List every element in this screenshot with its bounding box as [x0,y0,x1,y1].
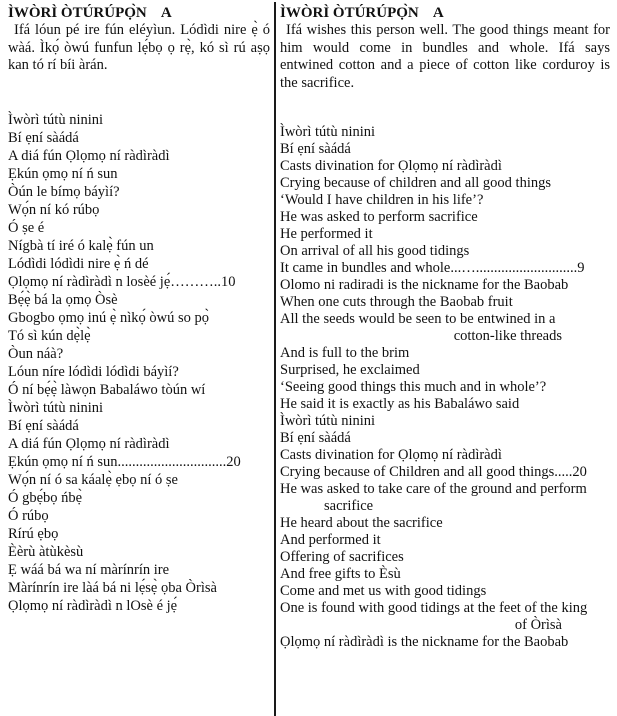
verse-line: Ọlọmọ ní ràdìràdì is the nickname for the Baobab [280,634,569,650]
verse-line: Ẹkún ọmọ ní ń sun..............................20 [8,453,241,470]
verse-line: He said it is exactly as his Babaláwo said [280,396,520,412]
verse-line: Ó gbẹ́bọ ńbẹ̀ [8,489,83,506]
verse-line: Wọ́n ní kó rúbọ [8,201,100,218]
verse-line: All the seeds would be seen to be entwined in a [280,311,556,327]
verse-line: Lódìdi lódìdi nire ẹ̀ ń dé [8,255,149,272]
verse-line: He was asked to take care of the ground and perform [280,481,587,497]
column-divider [274,2,276,716]
verse-line: Ẹ wáá bá wa ní màrínrín ire [8,561,170,578]
verse-line: Ìwòrì tútù ninini [280,124,376,140]
verse-line: Ẹkún ọmọ ní ń sun [8,165,118,182]
yoruba-intro: Ifá lóun pé ire fún eléyìun. Lódìdi nire ẹ̀ ó wàá. Ìkọ́ òwú funfun lẹ́bọ ọ rẹ̀, kó sì rú aṣọ kan tó rí bíi àrán. [8,22,270,73]
verse-line: Bí ẹní sàádá [8,417,79,434]
verse-line-continuation: sacrifice [324,498,374,514]
verse-line: Bí ẹní sàádá [280,430,351,446]
verse-line: Ó rúbọ [8,507,49,524]
verse-line: On arrival of all his good tidings [280,243,470,259]
verse-line: Surprised, he exclaimed [280,362,420,378]
verse-line: And performed it [280,532,381,548]
verse-line: Offering of sacrifices [280,549,404,565]
verse-line: Ó ní bẹ́ẹ̀ làwọn Babaláwo tòún wí [8,381,206,398]
verse-line: Lóun níre lódìdi lódìdi báyìí? [8,363,179,380]
verse-line: Òun náà? [8,345,64,362]
verse-line: Bẹ́ẹ̀ bá la ọmọ Òsè [8,291,118,308]
verse-line: A diá fún Ọlọmọ ní ràdìràdì [8,147,170,164]
verse-line: Ó ṣe é [8,219,45,236]
verse-line: Nígbà tí iré ó kalẹ̀ fún un [8,237,154,254]
verse-line: A diá fún Ọlọmọ ní ràdìràdì [8,435,170,452]
english-verse-list [280,124,610,651]
verse-line: Ọlọmọ ní ràdìràdì n lOsè é jẹ́ [8,597,178,614]
verse-line: Ọlọmọ ní ràdìràdì n losèé jẹ́………..10 [8,273,236,290]
verse-line: He heard about the sacrifice [280,515,443,531]
verse-line: Olomo ni radiradi is the nickname for the Baobab [280,277,569,293]
verse-line: Bí ẹní sàádá [280,141,351,157]
english-intro: Ifá wishes this person well. The good things meant for him would come in bundles and whole. Ifá says entwined cotton and a piece of cotton like corduroy is the sacrifice. [280,22,610,91]
verse-line: Wọ́n ní ó sa káalẹ̀ ẹbọ ní ó ṣe [8,471,178,488]
verse-line: ‘Seeing good things this much and in whole’? [280,379,547,395]
verse-line: Ìwòrì tútù ninini [280,413,376,429]
verse-line-continuation: of Òrìsà [514,617,562,633]
verse-line: Gbogbo ọmọ inú ẹ̀ nìkọ́ òwú so pọ̀ [8,309,209,326]
yoruba-verse-list [8,111,270,615]
verse-line: And is full to the brim [280,345,410,361]
verse-line: Rírú ẹbọ [8,525,59,542]
english-column [280,4,610,651]
verse-line: One is found with good tidings at the feet of the king [280,600,588,616]
verse-line: He was asked to perform sacrifice [280,209,478,225]
verse-line: And free gifts to Èsù [280,566,401,582]
verse-line: Crying because of children and all good things [280,175,552,191]
verse-line: Come and met us with good tidings [280,583,487,599]
verse-line: Casts divination for Ọlọmọ ní ràdìràdì [280,447,502,463]
verse-line: It came in bundles and whole...…............................9 [280,260,585,276]
verse-line: Èèrù àtùkèsù [8,543,84,560]
verse-line: Ìwòrì tútù ninini [8,111,104,128]
verse-line: Màrínrín ire làá bá ni lẹ́sẹ̀ ọba Òrìsà [8,579,217,596]
verse-line: Ìwòrì tútù ninini [8,399,104,416]
verse-line: He performed it [280,226,373,242]
verse-line: When one cuts through the Baobab fruit [280,294,513,310]
english-title: ÌWÒRÌ ÒTÚRÚPỌ̀N A [280,5,444,21]
yoruba-column [8,4,270,615]
verse-line: ‘Would I have children in his life’? [280,192,484,208]
verse-line: Casts divination for Ọlọmọ ní ràdìràdì [280,158,502,174]
verse-line: Òún le bímọ báyìí? [8,183,120,200]
verse-line-continuation: cotton-like threads [453,328,562,344]
verse-line: Bí ẹní sàádá [8,129,79,146]
verse-line: Crying because of Children and all good things.....20 [280,464,587,480]
yoruba-title: ÌWÒRÌ ÒTÚRÚPỌ̀N A [8,5,172,21]
verse-line: Tó sì kún dẹ̀lẹ̀ [8,327,91,344]
